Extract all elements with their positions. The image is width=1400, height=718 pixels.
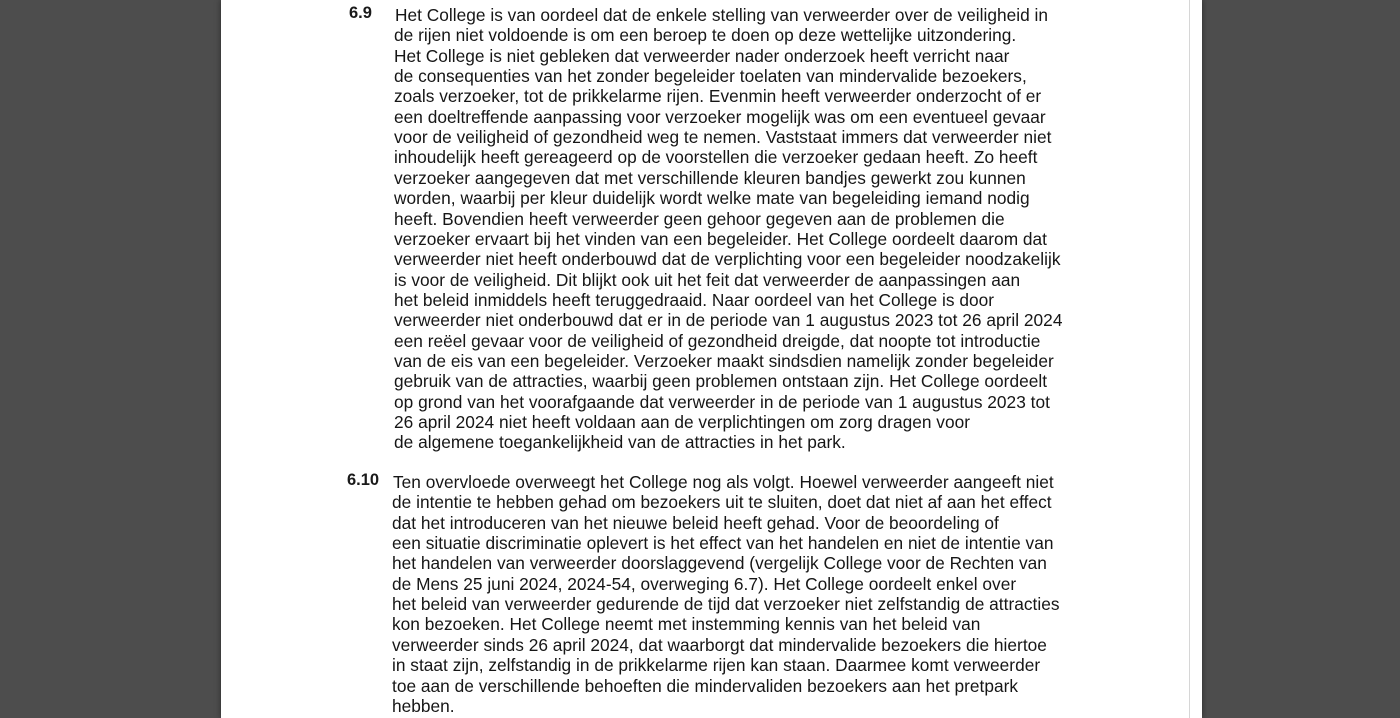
- paragraph-line: dat het introduceren van het nieuwe beleid heeft gehad. Voor de beoordeling of: [392, 512, 999, 533]
- paragraph-line: verweerder sinds 26 april 2024, dat waarborgt dat mindervalide bezoekers die hiertoe: [392, 634, 1047, 655]
- page-right-margin-line: [1189, 0, 1190, 718]
- paragraph-line: in staat zijn, zelfstandig in de prikkelarme rijen kan staan. Daarmee komt verweerder: [392, 655, 1041, 676]
- paragraph-line: Het College is van oordeel dat de enkele stelling van verweerder over de veiligheid in: [395, 5, 1049, 25]
- paragraph-line: een reëel gevaar voor de veiligheid of gezondheid dreigde, dat noopte tot introductie: [394, 330, 1041, 351]
- paragraph-line: een situatie discriminatie oplevert is het effect van het handelen en niet de intentie van: [392, 533, 1054, 554]
- paragraph-line: zoals verzoeker, tot de prikkelarme rijen. Evenmin heeft verweerder onderzocht of er: [394, 86, 1042, 107]
- paragraph-line: de rijen niet voldoende is om een beroep te doen op deze wettelijke uitzondering.: [394, 25, 1017, 46]
- section-number: 6.9: [349, 4, 372, 22]
- paragraph-line: de algemene toegankelijkheid van de attracties in het park.: [394, 432, 846, 453]
- paragraph-line: het beleid inmiddels heeft teruggedraaid. Naar oordeel van het College is door: [394, 289, 995, 310]
- paragraph-line: de consequenties van het zonder begeleider toelaten van mindervalide bezoekers,: [394, 66, 1027, 87]
- paragraph-line: kon bezoeken. Het College neemt met instemming kennis van het beleid van: [392, 614, 981, 635]
- paragraph-line: is voor de veiligheid. Dit blijkt ook uit het feit dat verweerder de aanpassingen aan: [394, 269, 1021, 290]
- paragraph-line: Het College is niet gebleken dat verweerder nader onderzoek heeft verricht naar: [394, 45, 1010, 66]
- paragraph-line: van de eis van een begeleider. Verzoeker maakt sindsdien namelijk zonder begeleider: [394, 350, 1054, 371]
- paragraph-line: worden, waarbij per kleur duidelijk wordt welke mate van begeleiding iemand nodig: [394, 188, 1030, 209]
- paragraph-line: verweerder niet onderbouwd dat er in de periode van 1 augustus 2023 tot 26 april 2024: [394, 310, 1063, 331]
- paragraph-line: Ten overvloede overweegt het College nog als volgt. Hoewel verweerder aangeeft niet: [393, 472, 1054, 492]
- paragraph-line: heeft. Bovendien heeft verweerder geen gehoor gegeven aan de problemen die: [394, 208, 1005, 229]
- paragraph-line: toe aan de verschillende behoeften die mindervaliden bezoekers aan het pretpark: [392, 675, 1019, 696]
- paragraph-line: gebruik van de attracties, waarbij geen problemen ontstaan zijn. Het College oordeelt: [394, 371, 1048, 392]
- paragraph-line: verweerder niet heeft onderbouwd dat de verplichting voor een begeleider noodzakelijk: [394, 249, 1061, 270]
- paragraph-line: het handelen van verweerder doorslaggevend (vergelijk College voor de Rechten van: [392, 553, 1047, 574]
- paragraph-line: een doeltreffende aanpassing voor verzoeker mogelijk was om een eventueel gevaar: [394, 106, 1046, 127]
- paragraph-line: hebben.: [392, 695, 455, 716]
- paragraph-line: verzoeker aangegeven dat met verschillende kleuren bandjes gewerkt zou kunnen: [394, 167, 1026, 188]
- paragraph-line: de Mens 25 juni 2024, 2024-54, overweging 6.7). Het College oordeelt enkel over: [392, 573, 1017, 594]
- paragraph-line: het beleid van verweerder gedurende de tijd dat verzoeker niet zelfstandig de attracties: [392, 594, 1060, 615]
- paragraph-line: 26 april 2024 niet heeft voldaan aan de verplichtingen om zorg dragen voor: [394, 412, 970, 432]
- paragraph-line: verzoeker ervaart bij het vinden van een begeleider. Het College oordeelt daarom dat: [394, 228, 1048, 249]
- paragraph-line: inhoudelijk heeft gereageerd op de voorstellen die verzoeker gedaan heeft. Zo heeft: [394, 147, 1038, 168]
- section-number: 6.10: [347, 471, 380, 489]
- paragraph-line: voor de veiligheid of gezondheid weg te nemen. Vaststaat immers dat verweerder niet: [394, 127, 1052, 148]
- document-page: [221, 0, 1202, 718]
- paragraph-line: de intentie te hebben gehad om bezoekers uit te sluiten, doet dat niet af aan het effect: [392, 492, 1052, 513]
- paragraph-line: op grond van het voorafgaande dat verweerder in de periode van 1 augustus 2023 tot: [394, 391, 1050, 412]
